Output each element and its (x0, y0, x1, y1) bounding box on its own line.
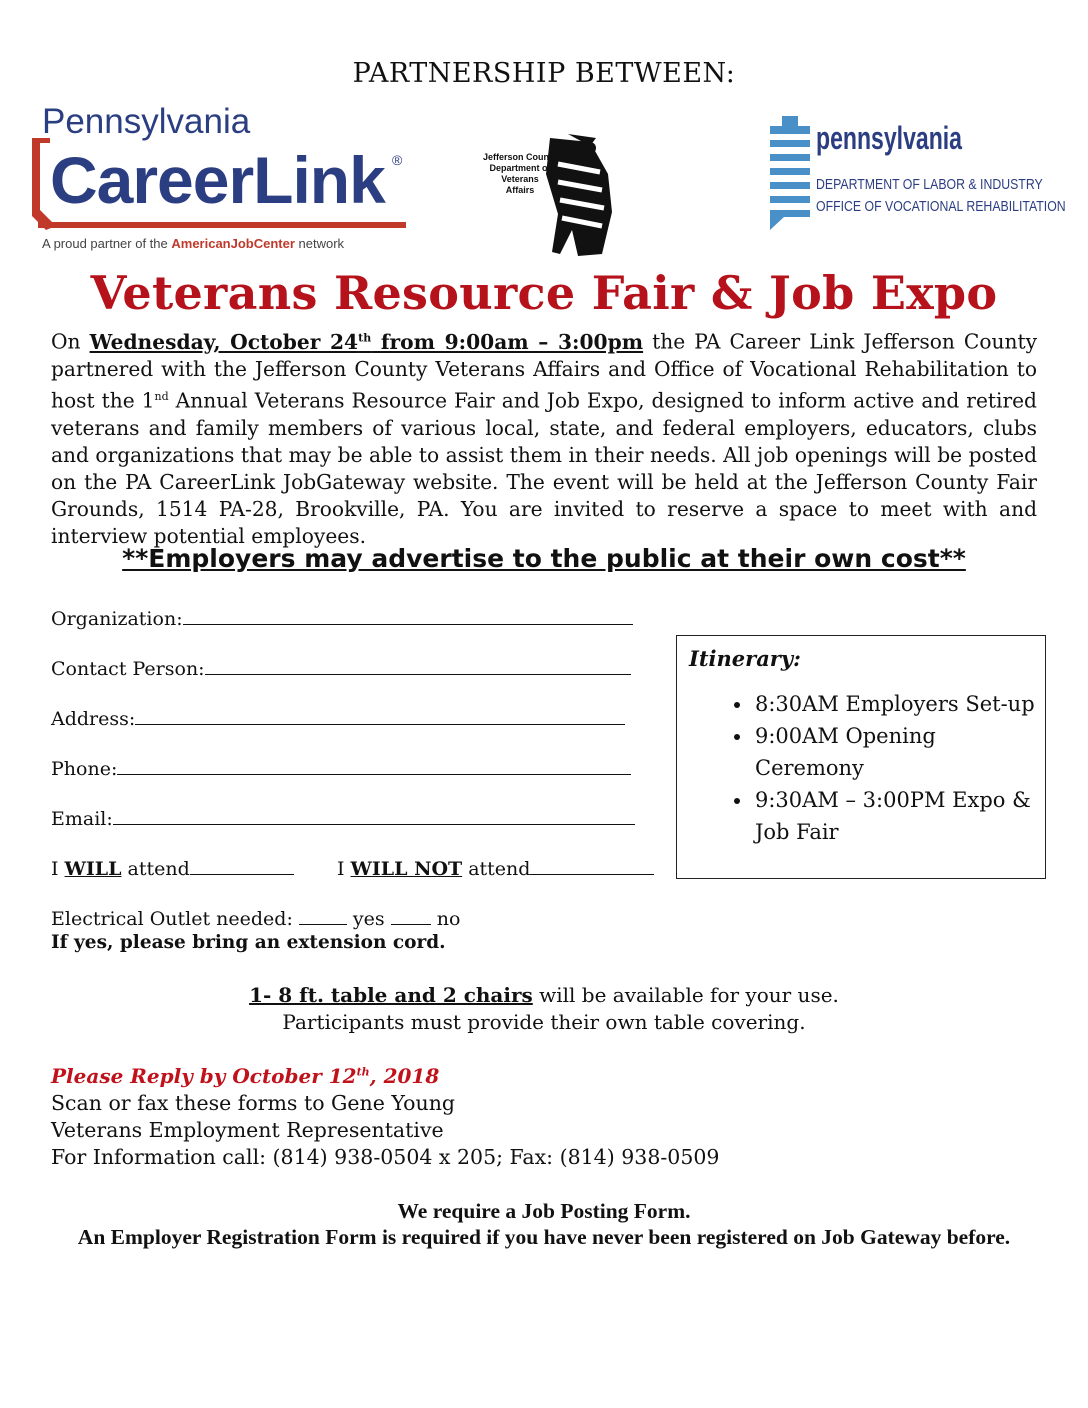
reply-deadline: Please Reply by October 12th, 2018 (51, 1064, 440, 1088)
partnership-heading: PARTNERSHIP BETWEEN: (352, 58, 736, 89)
electrical-outlet-field[interactable]: Electrical Outlet needed: yes no (51, 908, 461, 930)
extension-cord-note: If yes, please bring an extension cord. (51, 932, 446, 953)
employers-note: **Employers may advertise to the public at their own cost** (122, 544, 966, 573)
careerlink-registered: ® (392, 152, 403, 168)
careerlink-tagline: A proud partner of the AmericanJobCenter network (42, 236, 345, 251)
footer-registration: An Employer Registration Form is required if you have never been registered on Job Gateway before. (77, 1225, 1011, 1249)
itinerary-box (676, 635, 1046, 879)
phone-field[interactable]: Phone: (51, 756, 631, 780)
organization-field[interactable]: Organization: (51, 606, 633, 630)
email-field[interactable]: Email: (51, 806, 635, 830)
lni-state: pennsylvania (816, 120, 962, 156)
page-title: Veterans Resource Fair & Job Expo (90, 266, 998, 320)
will-not-attend-field[interactable]: I WILL NOT attend (337, 856, 654, 880)
lni-office: OFFICE OF VOCATIONAL REHABILITATION (816, 198, 1066, 215)
labor-industry-logo (764, 94, 1066, 258)
contact-line-1: Scan or fax these forms to Gene Young (51, 1091, 456, 1115)
contact-person-field[interactable]: Contact Person: (51, 656, 631, 680)
itinerary-list (677, 688, 1045, 848)
careerlink-state: Pennsylvania (42, 102, 251, 141)
intro-paragraph: On Wednesday, October 24th from 9:00am – 3:00pm the PA Career Link Jefferson County partnered with the Jefferson County Veterans Affairs and Office of Vocational Rehabilitation to host the 1nd Annual Veterans Resource Fair and Job Expo, designed to inform active and retired veterans and family members of various local, state, and federal employers, educators, clubs and organizations that may be able to assist them in their needs. All job openings will be posted on the PA CareerLink JobGateway website. The event will be held at the Jefferson County Fair Grounds, 1514 PA-28, Brookville, PA. You are invited to reserve a space to meet with and interview potential employees. (51, 329, 1037, 549)
lni-department: DEPARTMENT OF LABOR & INDUSTRY (816, 176, 1043, 193)
careerlink-logo (28, 98, 418, 258)
itinerary-item: • 9:30AM – 3:00PM Expo & Job Fair (753, 784, 1045, 848)
contact-line-2: Veterans Employment Representative (51, 1118, 444, 1142)
contact-line-3: For Information call: (814) 938-0504 x 205; Fax: (814) 938-0509 (51, 1145, 720, 1169)
careerlink-name: CareerLink (50, 143, 385, 217)
will-attend-field[interactable]: I WILL attend (51, 856, 294, 880)
table-info: 1- 8 ft. table and 2 chairs will be available for your use. Participants must provide their own table covering. (249, 983, 839, 1034)
itinerary-item: • 9:00AM Opening Ceremony (753, 720, 1045, 784)
footer-job-posting: We require a Job Posting Form. (397, 1199, 691, 1223)
veterans-affairs-logo (440, 134, 620, 260)
itinerary-title: Itinerary: (689, 646, 801, 671)
itinerary-item: • 8:30AM Employers Set-up (753, 688, 1045, 720)
address-field[interactable]: Address: (51, 706, 625, 730)
veterans-affairs-text: Jefferson County Department of Veterans Affairs (482, 152, 557, 195)
